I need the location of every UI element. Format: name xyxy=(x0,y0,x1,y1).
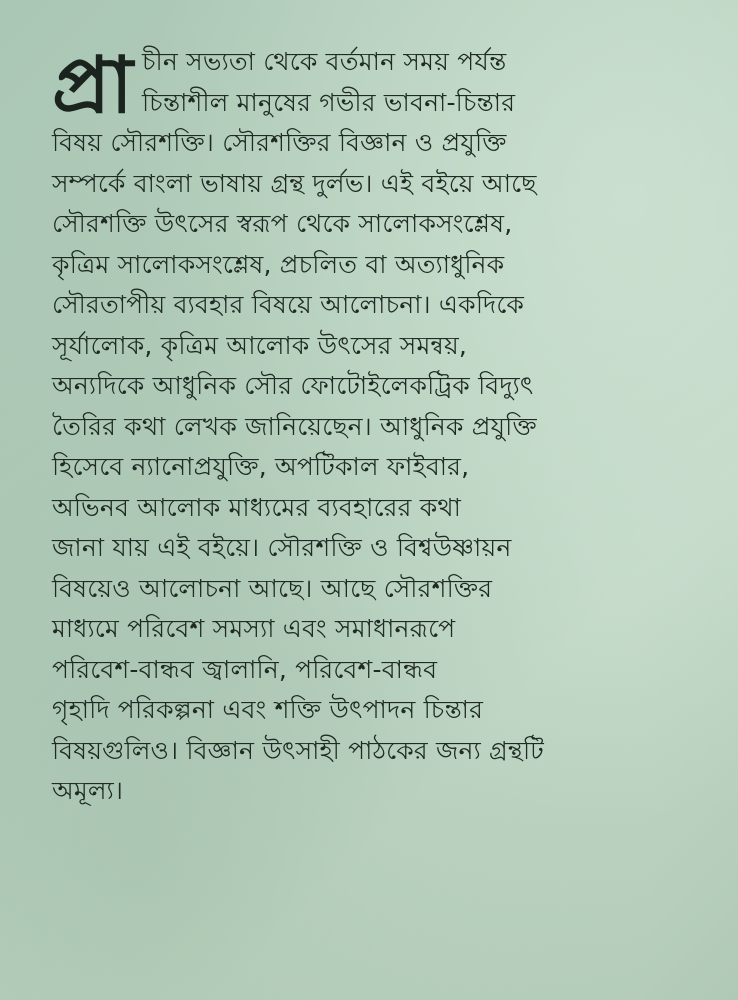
blurb-line-6: কৃত্রিম সালোকসংশ্লেষ, প্রচলিত বা অত্যাধুনিক xyxy=(52,249,505,279)
blurb-line-8: সূর্যালোক, কৃত্রিম আলোক উৎসের সমন্বয়, xyxy=(52,330,468,360)
blurb-line-11: হিসেবে ন্যানোপ্রযুক্তি, অপটিকাল ফাইবার, xyxy=(52,452,470,481)
blurb-line-12: অভিনব আলোক মাধ্যমের ব্যবহারের কথা xyxy=(52,492,462,522)
blurb-line-4: সম্পর্কে বাংলা ভাষায় গ্রন্থ দুর্লভ। এই বইয়ে আছে xyxy=(52,168,537,198)
blurb-line-10: তৈরির কথা লেখক জানিয়েছেন। আধুনিক প্রযুক্তি xyxy=(52,411,537,441)
blurb-line-3: বিষয় সৌরশক্তি। সৌরশক্তির বিজ্ঞান ও প্রযুক্তি xyxy=(52,128,507,157)
blurb-line-14: বিষয়েও আলোচনা আছে। আছে সৌরশক্তির xyxy=(52,573,493,603)
blurb-line-17: গৃহাদি পরিকল্পনা এবং শক্তি উৎপাদন চিন্তার xyxy=(52,695,484,724)
blurb-line-15: মাধ্যমে পরিবেশ সমস্যা এবং সমাধানরূপে xyxy=(52,614,456,643)
blurb-line-2: চিন্তাশীল মানুষের গভীর ভাবনা-চিন্তার xyxy=(142,87,516,117)
blurb-line-9: অন্যদিকে আধুনিক সৌর ফোটোইলেকট্রিক বিদ্যুৎ xyxy=(52,371,534,400)
blurb-line-1: চীন সভ্যতা থেকে বর্তমান সময় পর্যন্ত xyxy=(142,47,507,76)
blurb-line-7: সৌরতাপীয় ব্যবহার বিষয়ে আলোচনা। একদিকে xyxy=(52,290,525,319)
blurb-line-5: সৌরশক্তি উৎসের স্বরূপ থেকে সালোকসংশ্লেষ, xyxy=(52,209,513,238)
blurb-line-13: জানা যায় এই বইয়ে। সৌরশক্তি ও বিশ্বউষ্ণায়ন xyxy=(52,533,512,562)
drop-cap: প্রা xyxy=(52,41,134,131)
blurb-line-16: পরিবেশ-বান্ধব জ্বালানি, পরিবেশ-বান্ধব xyxy=(52,654,438,684)
blurb-line-18: বিষয়গুলিও। বিজ্ঞান উৎসাহী পাঠকের জন্য গ্রন্থটি xyxy=(52,735,544,765)
blurb-line-19: অমূল্য। xyxy=(52,776,124,805)
blurb-paragraph xyxy=(52,42,712,812)
